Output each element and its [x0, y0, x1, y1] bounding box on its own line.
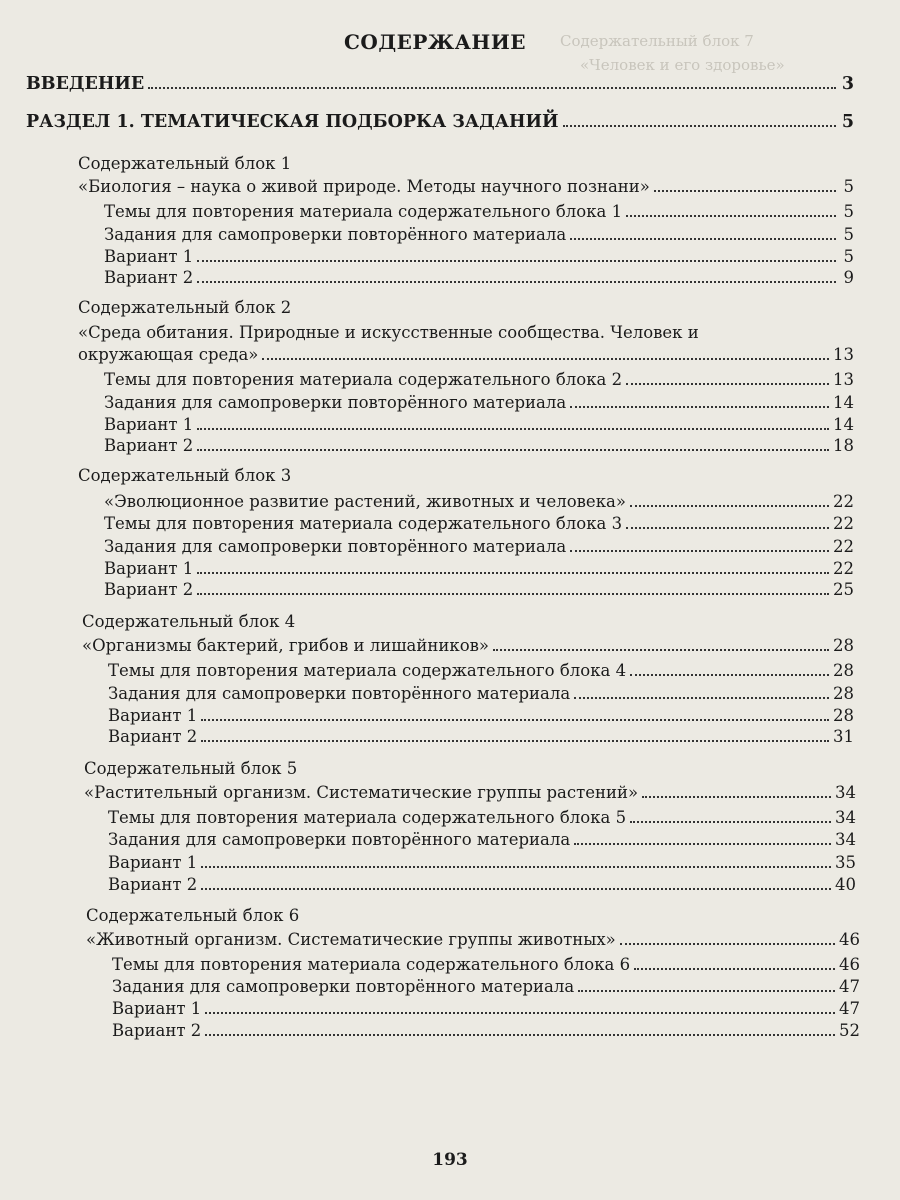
toc-entry-label: Задания для самопроверки повторённого материала — [108, 684, 571, 703]
toc-entry-block-topic[interactable] — [82, 636, 854, 656]
toc-page-number: 47 — [839, 977, 860, 996]
toc-entry-item[interactable] — [104, 415, 854, 435]
toc-entry-item[interactable] — [104, 393, 854, 413]
toc-page-number: 28 — [833, 684, 854, 703]
toc-entry-label: Темы для повторения материала содержательного блока 2 — [104, 370, 623, 389]
toc-page-number: 5 — [843, 225, 854, 244]
toc-page-number: 28 — [833, 636, 854, 655]
toc-entry-introduction[interactable] — [26, 74, 854, 94]
leader-dots — [563, 113, 836, 127]
leader-dots — [201, 728, 829, 742]
toc-entry-item[interactable] — [108, 661, 854, 681]
leader-dots — [197, 248, 836, 262]
toc-page-number: 14 — [833, 393, 854, 412]
toc-page-number: 22 — [833, 514, 854, 533]
leader-dots — [654, 178, 836, 192]
toc-entry-item[interactable] — [108, 830, 856, 850]
toc-entry-item[interactable] — [104, 514, 854, 534]
block-heading: Содержательный блок 2 — [78, 298, 292, 317]
block-heading: Содержательный блок 3 — [78, 466, 292, 485]
toc-entry-item[interactable] — [112, 977, 860, 997]
leader-dots — [197, 560, 829, 574]
leader-dots — [201, 876, 831, 890]
leader-dots — [574, 831, 831, 845]
toc-entry-item[interactable] — [104, 537, 854, 557]
toc-entry-label: Задания для самопроверки повторённого материала — [104, 393, 567, 412]
toc-entry-label: Вариант 1 — [112, 999, 202, 1018]
toc-entry-item[interactable] — [104, 370, 854, 390]
page-number: 193 — [432, 1150, 468, 1170]
toc-entry-label: Вариант 2 — [104, 580, 194, 599]
toc-entry-label: Темы для повторения материала содержательного блока 3 — [104, 514, 623, 533]
toc-page-number: 18 — [833, 436, 854, 455]
leader-dots — [197, 416, 829, 430]
toc-entry-label: Вариант 1 — [108, 853, 198, 872]
toc-entry-block-topic[interactable] — [78, 177, 854, 197]
leader-dots — [642, 784, 831, 798]
toc-entry-label: «Организмы бактерий, грибов и лишайников» — [82, 636, 490, 655]
toc-entry-label: Вариант 1 — [108, 706, 198, 725]
leader-dots — [201, 854, 831, 868]
leader-dots — [630, 662, 829, 676]
toc-entry-label: Темы для повторения материала содержательного блока 4 — [108, 661, 627, 680]
toc-entry-block-topic[interactable] — [104, 492, 854, 512]
toc-entry-item[interactable] — [112, 955, 860, 975]
toc-entry-item[interactable] — [104, 436, 854, 456]
block-heading: Содержательный блок 4 — [82, 612, 296, 631]
toc-entry-label: Темы для повторения материала содержательного блока 6 — [112, 955, 631, 974]
block-topic-line: «Среда обитания. Природные и искусственные сообщества. Человек и — [78, 323, 699, 342]
toc-entry-label: ВВЕДЕНИЕ — [26, 74, 145, 94]
toc-entry-label: РАЗДЕЛ 1. ТЕМАТИЧЕСКАЯ ПОДБОРКА ЗАДАНИЙ — [26, 112, 559, 132]
toc-entry-item[interactable] — [108, 853, 856, 873]
toc-entry-item[interactable] — [108, 727, 854, 747]
toc-entry-label: Вариант 1 — [104, 559, 194, 578]
block-heading: Содержательный блок 6 — [86, 906, 300, 925]
toc-page-number: 28 — [833, 706, 854, 725]
toc-entry-label: Темы для повторения материала содержательного блока 1 — [104, 202, 623, 221]
toc-page-number: 47 — [839, 999, 860, 1018]
toc-entry-item[interactable] — [104, 247, 854, 267]
page-title: СОДЕРЖАНИЕ — [344, 30, 526, 54]
toc-entry-item[interactable] — [104, 268, 854, 288]
toc-entry-item[interactable] — [104, 202, 854, 222]
leader-dots — [197, 269, 836, 283]
leader-dots — [626, 515, 829, 529]
toc-page-number: 22 — [833, 492, 854, 511]
toc-entry-label: «Растительный организм. Систематические группы растений» — [84, 783, 639, 802]
toc-page-number: 22 — [833, 559, 854, 578]
leader-dots — [630, 493, 829, 507]
toc-entry-label: Темы для повторения материала содержательного блока 5 — [108, 808, 627, 827]
leader-dots — [201, 707, 829, 721]
toc-page-number: 34 — [835, 808, 856, 827]
toc-entry-label: Вариант 2 — [108, 727, 198, 746]
leader-dots — [574, 685, 829, 699]
leader-dots — [197, 581, 829, 595]
leader-dots — [578, 978, 835, 992]
toc-entry-item[interactable] — [112, 999, 860, 1019]
toc-page-number: 5 — [843, 177, 854, 196]
leader-dots — [634, 956, 835, 970]
block-heading: Содержательный блок 1 — [78, 154, 292, 173]
leader-dots — [626, 371, 829, 385]
toc-page-number: 3 — [841, 74, 854, 94]
toc-page-number: 13 — [833, 370, 854, 389]
toc-entry-block-topic[interactable] — [86, 930, 860, 950]
toc-page-number: 13 — [833, 345, 854, 364]
bleed-through-text: «Человек и его здоровье» — [580, 56, 785, 74]
toc-page-number: 5 — [843, 247, 854, 266]
toc-entry-label: Задания для самопроверки повторённого материала — [104, 225, 567, 244]
toc-entry-item[interactable] — [108, 808, 856, 828]
toc-entry-label: окружающая среда» — [78, 345, 259, 364]
toc-page-number: 5 — [841, 112, 854, 132]
toc-page-number: 25 — [833, 580, 854, 599]
toc-page-number: 35 — [835, 853, 856, 872]
block-heading: Содержательный блок 5 — [84, 759, 298, 778]
toc-page-number: 34 — [835, 783, 856, 802]
toc-entry-label: Вариант 1 — [104, 415, 194, 434]
toc-page-number: 22 — [833, 537, 854, 556]
leader-dots — [493, 637, 829, 651]
leader-dots — [197, 437, 829, 451]
toc-entry-label: Вариант 2 — [108, 875, 198, 894]
leader-dots — [626, 203, 836, 217]
toc-page-number: 9 — [843, 268, 854, 287]
toc-entry-section-1[interactable] — [26, 112, 854, 132]
toc-entry-label: Задания для самопроверки повторённого материала — [104, 537, 567, 556]
toc-entry-label: Вариант 2 — [104, 268, 194, 287]
toc-page-number: 31 — [833, 727, 854, 746]
toc-entry-item[interactable] — [104, 559, 854, 579]
leader-dots — [262, 346, 829, 360]
toc-entry-item[interactable] — [104, 580, 854, 600]
toc-entry-label: «Эволюционное развитие растений, животных и человека» — [104, 492, 626, 511]
leader-dots — [570, 538, 829, 552]
toc-entry-label: Вариант 2 — [112, 1021, 202, 1040]
toc-entry-label: «Биология – наука о живой природе. Методы научного познани» — [78, 177, 650, 196]
toc-page-number: 46 — [839, 955, 860, 974]
leader-dots — [570, 394, 829, 408]
toc-page-number: 46 — [839, 930, 860, 949]
leader-dots — [205, 1022, 835, 1036]
toc-page-number: 5 — [843, 202, 854, 221]
leader-dots — [148, 75, 836, 89]
toc-entry-label: Задания для самопроверки повторённого материала — [112, 977, 575, 996]
bleed-through-text: Содержательный блок 7 — [560, 32, 754, 50]
toc-entry-item[interactable] — [112, 1021, 860, 1041]
toc-entry-label: «Животный организм. Систематические группы животных» — [86, 930, 616, 949]
toc-page-number: 34 — [835, 830, 856, 849]
leader-dots — [620, 931, 835, 945]
toc-page-number: 14 — [833, 415, 854, 434]
leader-dots — [630, 809, 831, 823]
toc-entry-item[interactable] — [104, 225, 854, 245]
toc-entry-block-topic[interactable] — [78, 345, 854, 365]
toc-page-number: 28 — [833, 661, 854, 680]
toc-page-number: 52 — [839, 1021, 860, 1040]
leader-dots — [570, 226, 836, 240]
toc-entry-item[interactable] — [108, 875, 856, 895]
toc-entry-item[interactable] — [108, 706, 854, 726]
toc-entry-block-topic[interactable] — [84, 783, 856, 803]
toc-entry-item[interactable] — [108, 684, 854, 704]
leader-dots — [205, 1000, 835, 1014]
toc-entry-label: Вариант 2 — [104, 436, 194, 455]
toc-page-number: 40 — [835, 875, 856, 894]
toc-entry-label: Вариант 1 — [104, 247, 194, 266]
toc-entry-label: Задания для самопроверки повторённого материала — [108, 830, 571, 849]
